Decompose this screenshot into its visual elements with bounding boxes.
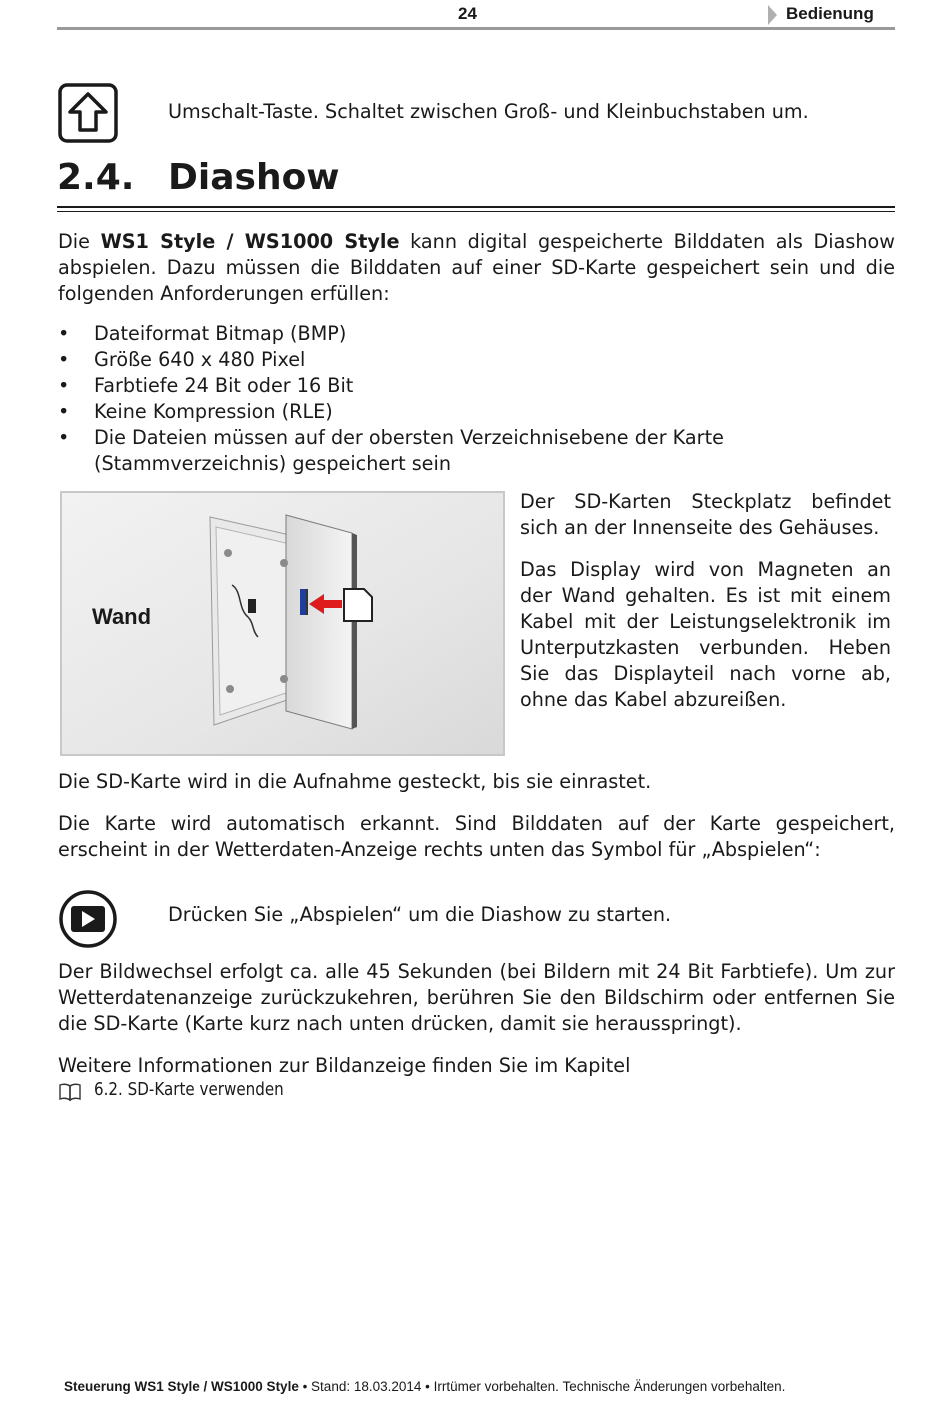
chapter-reference-link[interactable]: 6.2. SD-Karte verwenden bbox=[94, 1079, 284, 1100]
wall-label: Wand bbox=[92, 604, 152, 629]
detect-paragraph: Die Karte wird automatisch erkannt. Sind Bilddaten auf der Karte gespeichert, erscheint in der Wetterdaten-Anzeige rechts unten das Symbol für „Abspielen“: bbox=[58, 812, 895, 861]
display-description: Das Display wird von Magneten an der Wand gehalten. Es ist mit einem Kabel mit der Leistungselektronik im Unterputzkasten verbunden. Heben Sie das Displayteil nach vorne ab, ohne das Kabel abzureißen. bbox=[520, 558, 891, 711]
list-item: • Keine Kompression (RLE) bbox=[58, 399, 858, 425]
footer-title: Steuerung WS1 Style / WS1000 Style bbox=[64, 1379, 299, 1394]
intro-paragraph: Die WS1 Style / WS1000 Style kann digital gespeicherte Bilddaten als Diashow abspielen. Dazu müssen die Bilddaten auf einer SD-Karte gespeichert sein und die folgenden Anforderungen erfüllen: bbox=[58, 230, 895, 305]
requirements-list bbox=[58, 321, 858, 477]
product-name: WS1 Style / WS1000 Style bbox=[100, 230, 400, 253]
list-item: • Farbtiefe 24 Bit oder 16 Bit bbox=[58, 373, 858, 399]
list-item: • Größe 640 x 480 Pixel bbox=[58, 347, 858, 373]
page-footer bbox=[64, 1379, 785, 1394]
section-name: Bedienung bbox=[786, 4, 874, 23]
list-item: • Dateiformat Bitmap (BMP) bbox=[58, 321, 858, 347]
list-item: • Die Dateien müssen auf der obersten Verzeichnisebene der Karte (Stammverzeichnis) gespeichert sein bbox=[58, 425, 858, 477]
section-title: Diashow bbox=[168, 157, 340, 198]
sd-slot-photo bbox=[60, 491, 505, 756]
header-rule bbox=[57, 27, 895, 30]
header-arrow-icon bbox=[768, 5, 777, 25]
play-instruction: Drücken Sie „Abspielen“ um die Diashow zu starten. bbox=[168, 903, 672, 926]
shift-arrow-icon bbox=[58, 83, 118, 143]
page-number: 24 bbox=[458, 4, 477, 23]
shift-key-description: Umschalt-Taste. Schaltet zwischen Groß- und Kleinbuchstaben um. bbox=[168, 100, 809, 123]
book-icon bbox=[58, 1082, 82, 1102]
slot-description: Der SD-Karten Steckplatz befindet sich an der Innenseite des Gehäuses. bbox=[520, 490, 891, 539]
section-number: 2.4. bbox=[57, 157, 135, 198]
play-icon bbox=[58, 889, 118, 949]
footer-text: • Stand: 18.03.2014 • Irrtümer vorbehalten. Technische Änderungen vorbehalten. bbox=[298, 1379, 786, 1394]
image-change-paragraph: Der Bildwechsel erfolgt ca. alle 45 Sekunden (bei Bildern mit 24 Bit Farbtiefe). Um zur Wetterdatenanzeige zurückzukehren, berühren Sie den Bildschirm oder entfernen Sie die SD-Karte (Karte kurz nach unten drücken, damit sie herausspringt). bbox=[58, 960, 895, 1035]
heading-rule bbox=[57, 206, 895, 208]
more-info-paragraph: Weitere Informationen zur Bildanzeige finden Sie im Kapitel bbox=[58, 1054, 631, 1077]
heading-rule-thin bbox=[57, 211, 895, 212]
insert-paragraph: Die SD-Karte wird in die Aufnahme gesteckt, bis sie einrastet. bbox=[58, 770, 652, 793]
